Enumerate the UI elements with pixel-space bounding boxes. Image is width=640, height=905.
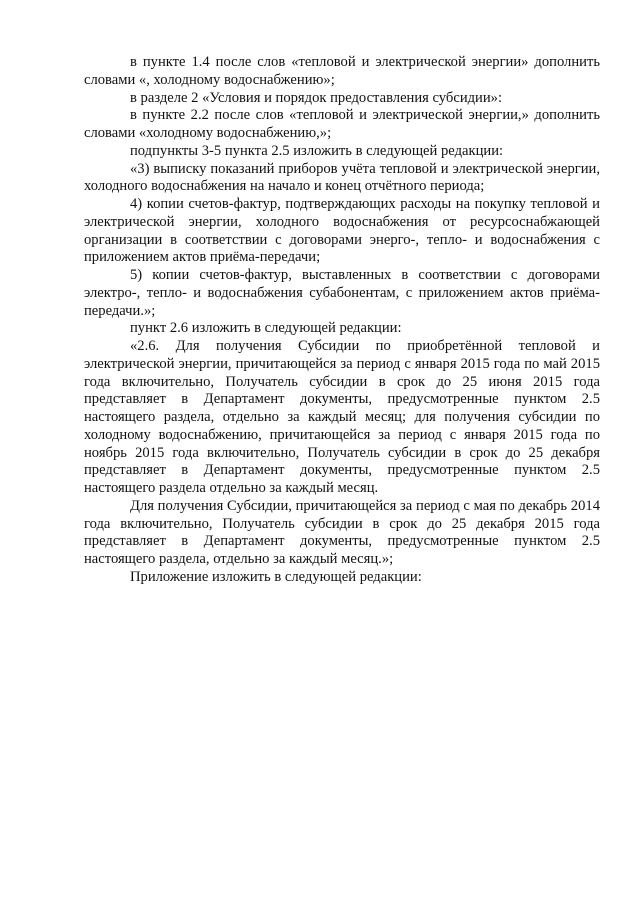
paragraph-8: пункт 2.6 изложить в следующей редакции: bbox=[130, 320, 402, 337]
paragraph-5: «3) выписку показаний приборов учёта тепловой и электрической энергии, холодного водоснабжения на начало и конец отчётного периода; bbox=[84, 160, 600, 195]
document-page bbox=[84, 54, 600, 587]
paragraph-7: 5) копии счетов-фактур, выставленных в соответствии с договорами электро-, тепло- и водоснабжения субабонентам, с приложением актов приёма-передачи.»; bbox=[84, 267, 600, 319]
paragraph-10: Для получения Субсидии, причитающейся за период с мая по декабрь 2014 года включительно, Получатель субсидии в срок до 25 декабря 2015 года представляет в Департамент документы, предусмотренные пунктом 2.5 настоящего раздела, отдельно за каждый месяц.»; bbox=[84, 497, 600, 567]
paragraph-3: в пункте 2.2 после слов «тепловой и электрической энергии,» дополнить словами «холодному водоснабжению,»; bbox=[84, 107, 600, 141]
paragraph-4: подпункты 3-5 пункта 2.5 изложить в следующей редакции: bbox=[130, 142, 504, 159]
paragraph-2: в разделе 2 «Условия и порядок предоставления субсидии»: bbox=[130, 89, 503, 106]
paragraph-6: 4) копии счетов-фактур, подтверждающих расходы на покупку тепловой и электрической энергии, холодного водоснабжения от ресурсоснабжающей организации в соответствии с договорами энерго-, тепло- и водоснабжения с приложением актов приёма-передачи; bbox=[84, 196, 600, 266]
paragraph-1: в пункте 1.4 после слов «тепловой и электрической энергии» дополнить словами «, холодному водоснабжению»; bbox=[84, 54, 600, 88]
paragraph-9: «2.6. Для получения Субсидии по приобретённой тепловой и электрической энергии, причитающейся за период с января 2015 года по май 2015 года включительно, Получатель субсидии в срок до 25 июня 2015 года представляет в Департамент документы, предусмотренные пунктом 2.5 настоящего раздела, отдельно за каждый месяц; для получения субсидии по холодному водоснабжению, причитающейся за период с января 2015 года по ноябрь 2015 года включительно, Получатель субсидии в срок до 25 декабря представляет в Департамент документы, предусмотренные пунктом 2.5 настоящего раздела отдельно за каждый месяц. bbox=[84, 338, 600, 496]
paragraph-11: Приложение изложить в следующей редакции: bbox=[130, 568, 422, 585]
